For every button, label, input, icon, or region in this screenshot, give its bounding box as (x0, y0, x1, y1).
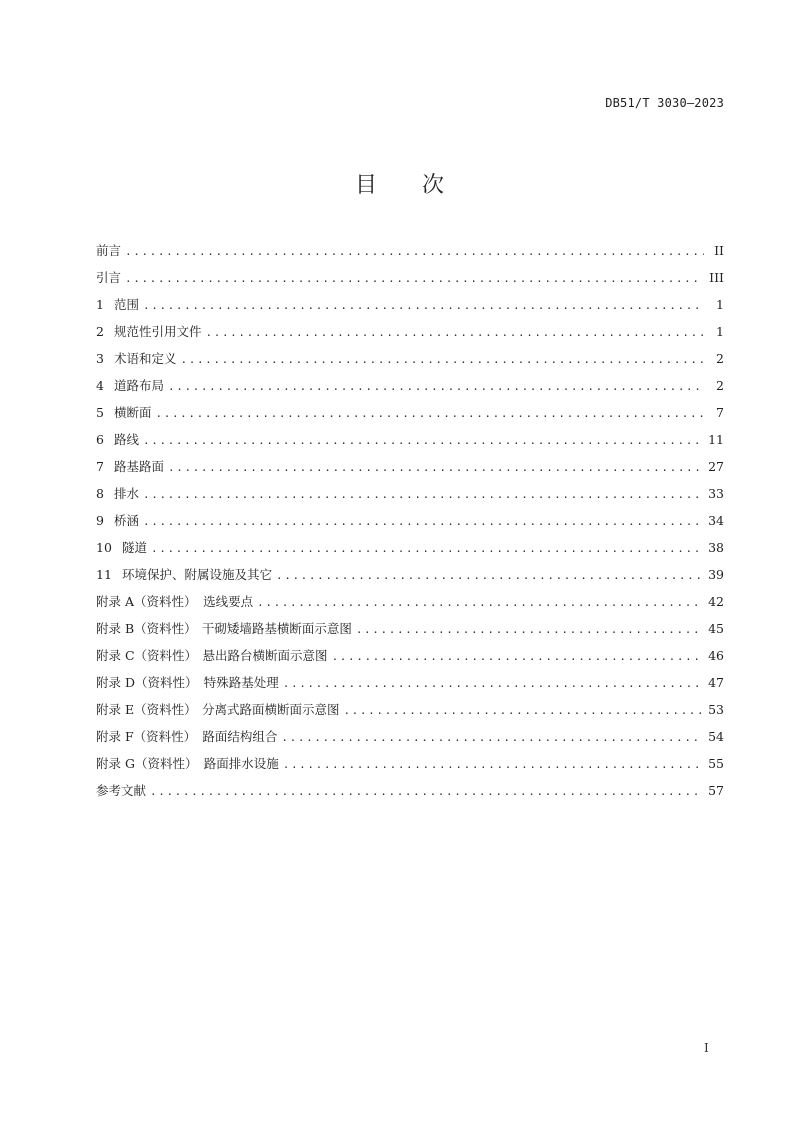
toc-entry-label: 规范性引用文件 (114, 324, 202, 339)
toc-leader-dots (343, 704, 702, 717)
toc-leader-dots (156, 407, 704, 420)
page-title (0, 168, 800, 199)
toc-entry-label: 引言 (96, 270, 122, 285)
toc-entry-prefix: 附录 G（资料性） (96, 756, 198, 771)
toc-entry-page: 57 (708, 783, 724, 798)
toc-entry-chapter-10[interactable] (96, 538, 724, 565)
toc-leader-dots (125, 245, 704, 258)
toc-entry-appendix-f[interactable] (96, 727, 724, 754)
toc-entry-page: 1 (716, 297, 724, 312)
toc-entry-page: 7 (716, 405, 724, 420)
toc-entry-label: 横断面 (114, 405, 152, 420)
toc-leader-dots (125, 272, 703, 285)
toc-entry-page: 55 (708, 756, 724, 771)
toc-entry-number: 8 (96, 486, 104, 501)
toc-entry-page: 27 (708, 459, 724, 474)
toc-entry-number: 3 (96, 351, 104, 366)
toc-entry-label: 特殊路基处理 (203, 675, 279, 690)
toc-entry-page: 39 (708, 567, 724, 582)
toc-entry-page: 11 (708, 432, 724, 447)
toc-leader-dots (143, 515, 702, 528)
document-code: DB51/T 3030—2023 (605, 96, 724, 110)
toc-leader-dots (168, 461, 702, 474)
toc-entry-number: 11 (96, 567, 112, 582)
toc-entry-page: 34 (708, 513, 724, 528)
toc-entry-page: 2 (716, 351, 724, 366)
toc-entry-appendix-b[interactable] (96, 619, 724, 646)
toc-leader-dots (332, 650, 703, 663)
toc-entry-chapter-5[interactable] (96, 403, 724, 430)
toc-leader-dots (276, 569, 702, 582)
toc-entry-appendix-e[interactable] (96, 700, 724, 727)
toc-entry-appendix-d[interactable] (96, 673, 724, 700)
toc-entry-label: 道路布局 (114, 378, 165, 393)
toc-entry-page: 53 (708, 702, 724, 717)
toc-entry-page: 2 (716, 378, 724, 393)
table-of-contents (96, 241, 724, 808)
toc-entry-page: 1 (716, 324, 724, 339)
toc-entry-prefix: 附录 D（资料性） (96, 675, 198, 690)
toc-entry-appendix-g[interactable] (96, 754, 724, 781)
toc-entry-number: 6 (96, 432, 104, 447)
toc-entry-prefix: 附录 A（资料性） (96, 594, 197, 609)
toc-entry-prefix: 附录 B（资料性） (96, 621, 197, 636)
toc-entry-number: 4 (96, 378, 104, 393)
toc-entry-number: 7 (96, 459, 104, 474)
toc-entry-page: II (714, 243, 724, 258)
toc-leader-dots (151, 542, 702, 555)
toc-leader-dots (257, 596, 702, 609)
toc-entry-label: 悬出路台横断面示意图 (202, 648, 328, 663)
toc-entry-label: 干砌矮墙路基横断面示意图 (201, 621, 352, 636)
toc-entry-label: 前言 (96, 243, 122, 258)
toc-entry-page: 42 (708, 594, 724, 609)
toc-leader-dots (150, 785, 702, 798)
toc-entry-number: 1 (96, 297, 104, 312)
toc-entry-label: 分离式路面横断面示意图 (201, 702, 340, 717)
toc-entry-label: 参考文献 (96, 783, 147, 798)
toc-entry-page: 38 (708, 540, 724, 555)
toc-entry-chapter-7[interactable] (96, 457, 724, 484)
toc-leader-dots (143, 434, 702, 447)
toc-entry-introduction[interactable] (96, 268, 724, 295)
toc-entry-page: 54 (708, 729, 724, 744)
toc-entry-prefix: 附录 C（资料性） (96, 648, 198, 663)
toc-leader-dots (143, 299, 704, 312)
toc-leader-dots (181, 353, 704, 366)
toc-entry-label: 路面排水设施 (203, 756, 279, 771)
toc-leader-dots (283, 677, 702, 690)
toc-entry-chapter-4[interactable] (96, 376, 724, 403)
toc-entry-label: 路面结构组合 (202, 729, 278, 744)
toc-entry-foreword[interactable] (96, 241, 724, 268)
toc-entry-chapter-8[interactable] (96, 484, 724, 511)
toc-entry-appendix-a[interactable] (96, 592, 724, 619)
toc-entry-label: 术语和定义 (114, 351, 177, 366)
toc-entry-label: 隧道 (122, 540, 148, 555)
toc-entry-number: 5 (96, 405, 104, 420)
toc-entry-page: 47 (708, 675, 724, 690)
toc-leader-dots (168, 380, 704, 393)
toc-entry-chapter-6[interactable] (96, 430, 724, 457)
toc-entry-number: 10 (96, 540, 112, 555)
toc-entry-label: 路基路面 (114, 459, 165, 474)
toc-entry-page: 45 (708, 621, 724, 636)
toc-entry-label: 排水 (114, 486, 140, 501)
toc-leader-dots (143, 488, 702, 501)
toc-entry-label: 桥涵 (114, 513, 140, 528)
toc-entry-label: 范围 (114, 297, 140, 312)
toc-entry-page: 33 (708, 486, 724, 501)
toc-entry-label: 选线要点 (203, 594, 254, 609)
toc-leader-dots (283, 758, 702, 771)
toc-entry-prefix: 附录 F（资料性） (96, 729, 197, 744)
toc-entry-label: 环境保护、附属设施及其它 (122, 567, 273, 582)
toc-leader-dots (281, 731, 702, 744)
toc-entry-chapter-9[interactable] (96, 511, 724, 538)
toc-entry-references[interactable] (96, 781, 724, 808)
toc-entry-label: 路线 (114, 432, 140, 447)
toc-entry-chapter-1[interactable] (96, 295, 724, 322)
toc-leader-dots (356, 623, 702, 636)
toc-entry-page: 46 (708, 648, 724, 663)
toc-entry-chapter-2[interactable] (96, 322, 724, 349)
page-number: I (704, 1041, 709, 1055)
title-char-1: 目 (354, 173, 378, 198)
toc-leader-dots (206, 326, 704, 339)
toc-entry-page: III (709, 270, 724, 285)
title-char-2: 次 (422, 173, 446, 198)
toc-entry-chapter-3[interactable] (96, 349, 724, 376)
toc-entry-chapter-11[interactable] (96, 565, 724, 592)
toc-entry-appendix-c[interactable] (96, 646, 724, 673)
toc-entry-number: 2 (96, 324, 104, 339)
toc-entry-number: 9 (96, 513, 104, 528)
toc-entry-prefix: 附录 E（资料性） (96, 702, 197, 717)
